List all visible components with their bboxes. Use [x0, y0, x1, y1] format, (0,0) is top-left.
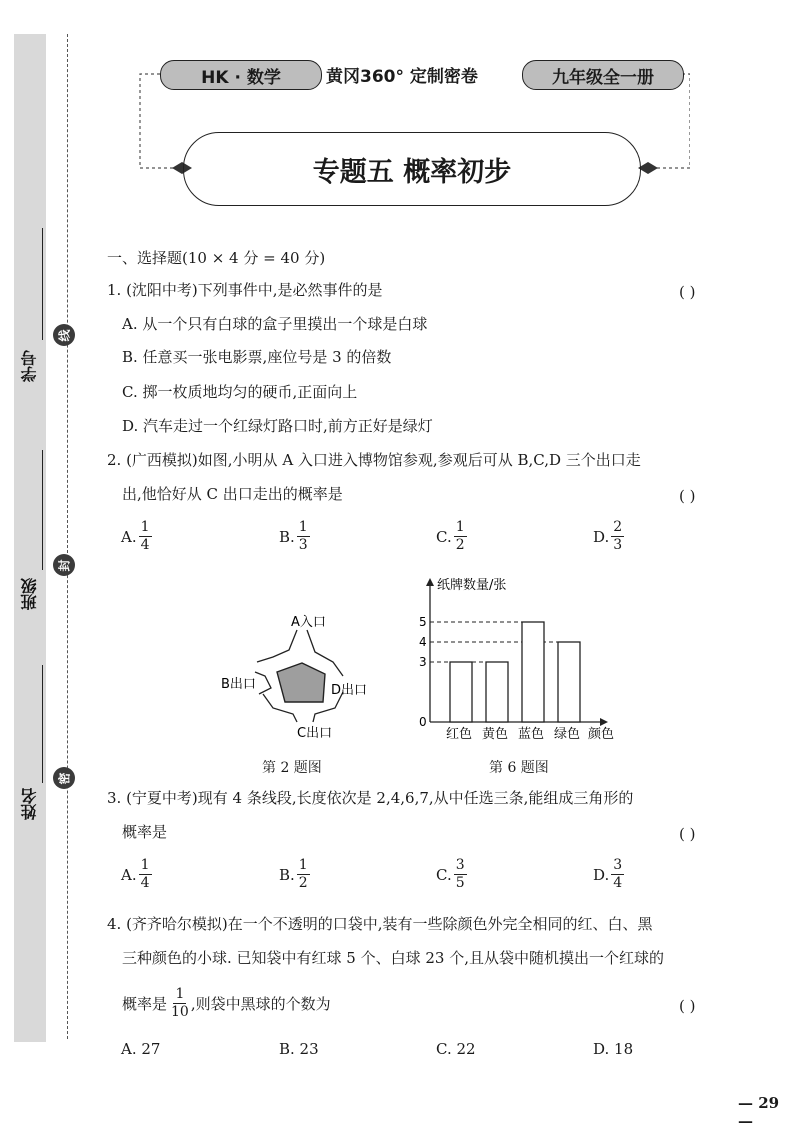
name-label: 姓名: [20, 788, 39, 820]
q4-option-a[interactable]: A. 27: [121, 1040, 161, 1058]
page-title: 专题五 概率初步: [183, 132, 641, 206]
q4-stem-line1: 4. (齐齐哈尔模拟)在一个不透明的口袋中,装有一些除颜色外完全相同的红、白、黑: [107, 915, 653, 933]
y-tick-label: 3: [419, 655, 427, 669]
q4-option-c[interactable]: C. 22: [436, 1040, 476, 1058]
museum-pentagon: [277, 663, 325, 702]
y-axis-arrow: [426, 578, 434, 586]
q3-stem-line2: 概率是: [122, 823, 168, 841]
bar: [450, 662, 472, 722]
label-a-entrance: A入口: [291, 615, 326, 630]
series-name: 黄冈360° 定制密卷: [326, 66, 478, 87]
q3-stem-line1: 3. (宁夏中考)现有 4 条线段,长度依次是 2,4,6,7,从中任选三条,能组成三角形的: [107, 789, 634, 807]
q3-option-d[interactable]: D. $\frac{3}{4}$: [593, 857, 623, 892]
x-tick-label: 红色: [446, 727, 473, 742]
x-axis-label: 颜色: [588, 727, 615, 742]
page-number: — 29 —: [738, 1094, 780, 1130]
y-tick-label: 0: [419, 715, 427, 729]
cut-line: [67, 34, 68, 1039]
q3-option-a[interactable]: A. $\frac{1}{4}$: [121, 857, 150, 892]
q3-option-b[interactable]: B. $\frac{1}{2}$: [279, 857, 308, 892]
bar: [558, 642, 580, 722]
q3-option-c[interactable]: C. $\frac{3}{5}$: [436, 857, 465, 892]
bar: [486, 662, 508, 722]
q2-answer-blank[interactable]: ( ): [679, 487, 696, 505]
subject-pill: HK · 数学: [160, 60, 322, 90]
q4-option-b[interactable]: B. 23: [279, 1040, 319, 1058]
museum-figure: [215, 610, 385, 745]
bar: [522, 622, 544, 722]
q1-option-c[interactable]: C. 掷一枚质地均匀的硬币,正面向上: [122, 383, 358, 401]
q2-stem-line2: 出,他恰好从 C 出口走出的概率是: [122, 485, 343, 503]
y-axis-label: 纸牌数量/张: [437, 578, 507, 593]
q2-option-c[interactable]: C. $\frac{1}{2}$: [436, 519, 465, 554]
q1-option-b[interactable]: B. 任意买一张电影票,座位号是 3 的倍数: [122, 348, 392, 366]
q2-option-a[interactable]: A. $\frac{1}{4}$: [121, 519, 150, 554]
x-tick-label: 绿色: [554, 727, 581, 742]
q1-answer-blank[interactable]: ( ): [679, 283, 696, 301]
q3-answer-blank[interactable]: ( ): [679, 825, 696, 843]
class-blank[interactable]: [42, 450, 43, 570]
q4-stem-line2: 三种颜色的小球. 已知袋中有红球 5 个、白球 23 个,且从袋中随机摸出一个红球的: [122, 949, 665, 967]
q1-option-a[interactable]: A. 从一个只有白球的盒子里摸出一个球是白球: [122, 315, 428, 333]
seal-seal-mark: 封: [53, 554, 75, 576]
q1-stem: 1. (沈阳中考)下列事件中,是必然事件的是: [107, 281, 383, 299]
x-axis-arrow: [600, 718, 608, 726]
bar-chart: [410, 572, 625, 747]
y-tick-label: 5: [419, 615, 427, 629]
x-tick-label: 黄色: [482, 727, 509, 742]
class-label: 班级: [20, 578, 39, 610]
q2-figure-caption: 第 2 题图: [262, 760, 322, 776]
x-tick-label: 蓝色: [518, 727, 545, 742]
q2-option-d[interactable]: D. $\frac{2}{3}$: [593, 519, 623, 554]
q2-option-b[interactable]: B. $\frac{1}{3}$: [279, 519, 308, 554]
chart-caption: 第 6 题图: [489, 760, 549, 776]
grade-pill: 九年级全一册: [522, 60, 684, 90]
name-blank[interactable]: [42, 665, 43, 783]
q4-answer-blank[interactable]: ( ): [679, 997, 696, 1015]
q2-stem-line1: 2. (广西模拟)如图,小明从 A 入口进入博物馆参观,参观后可从 B,C,D 三个出口走: [107, 451, 641, 469]
label-d-exit: D出口: [331, 683, 368, 698]
section-heading: 一、选择题(10 × 4 分 = 40 分): [107, 249, 326, 267]
seal-line-mark: 线: [53, 324, 75, 346]
seal-secret-mark: 密: [53, 767, 75, 789]
q4-stem-line3: 概率是 $\frac{1}{10}$ ,则袋中黑球的个数为: [122, 986, 331, 1021]
label-b-exit: B出口: [221, 677, 256, 692]
student-id-label: 学号: [20, 350, 39, 382]
q1-option-d[interactable]: D. 汽车走过一个红绿灯路口时,前方正好是绿灯: [122, 417, 433, 435]
q4-option-d[interactable]: D. 18: [593, 1040, 634, 1058]
label-c-exit: C出口: [297, 726, 333, 741]
student-id-blank[interactable]: [42, 228, 43, 340]
y-tick-label: 4: [419, 635, 427, 649]
